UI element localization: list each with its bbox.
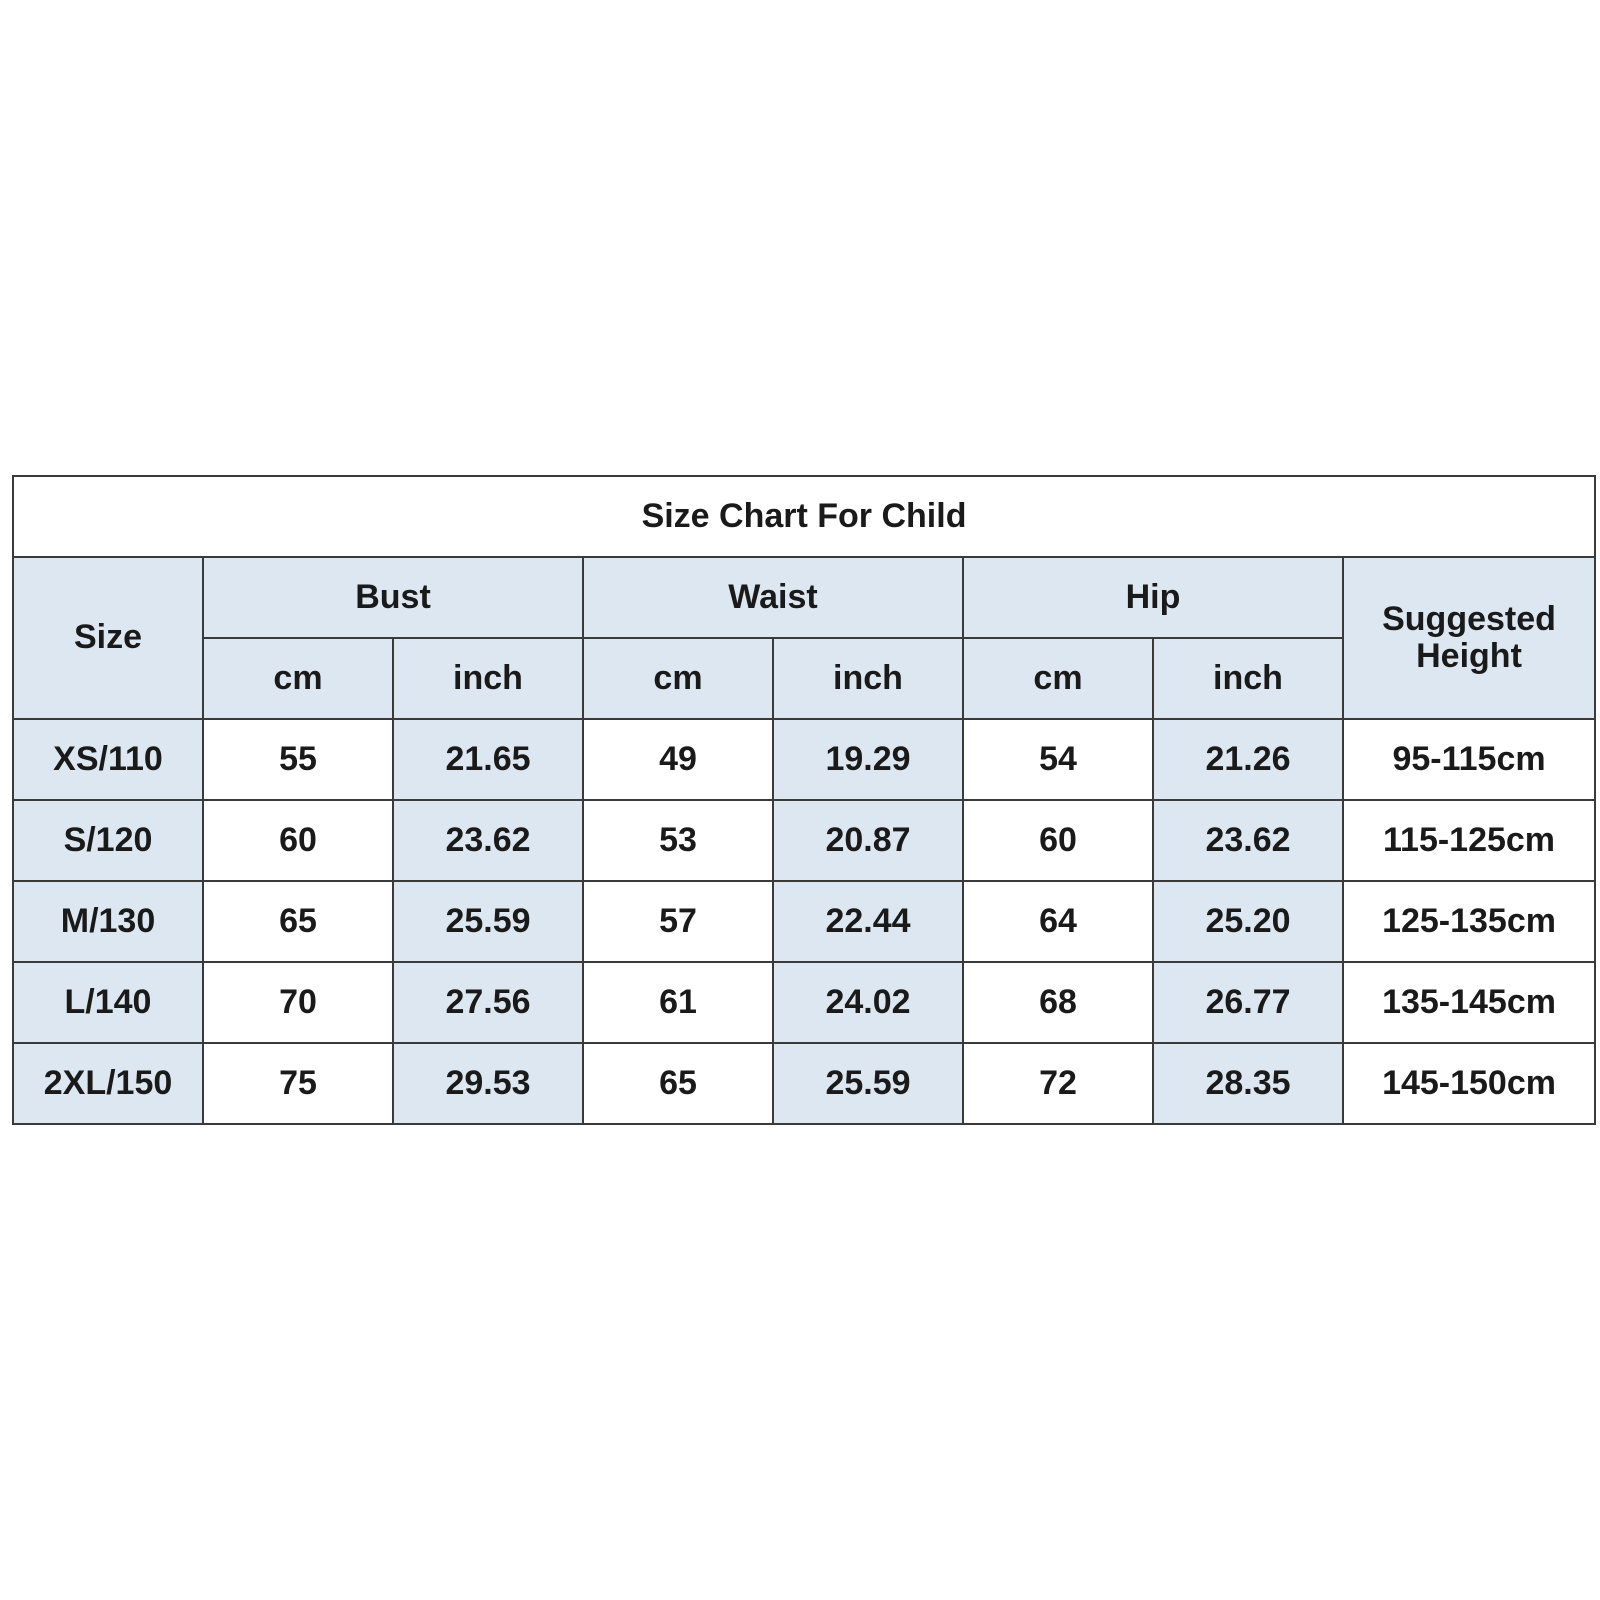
size-cell: XS/110 [13,719,203,800]
height-cell: 115-125cm [1343,800,1595,881]
table-row [13,881,1595,962]
waist-cm-cell: 53 [583,800,773,881]
hip-cm-cell: 54 [963,719,1153,800]
waist-inch-cell: 25.59 [773,1043,963,1124]
bust-cm-cell: 70 [203,962,393,1043]
bust-cm-cell: 60 [203,800,393,881]
hip-inch-cell: 26.77 [1153,962,1343,1043]
table-row [13,1043,1595,1124]
hip-inch-cell: 23.62 [1153,800,1343,881]
hip-cm-cell: 64 [963,881,1153,962]
waist-cm-cell: 65 [583,1043,773,1124]
header-bust-cm: cm [203,638,393,719]
size-cell: L/140 [13,962,203,1043]
table-row [13,719,1595,800]
bust-cm-cell: 65 [203,881,393,962]
height-cell: 145-150cm [1343,1043,1595,1124]
header-size: Size [13,557,203,719]
height-cell: 125-135cm [1343,881,1595,962]
size-cell: 2XL/150 [13,1043,203,1124]
waist-inch-cell: 24.02 [773,962,963,1043]
bust-inch-cell: 25.59 [393,881,583,962]
table-row [13,800,1595,881]
bust-inch-cell: 29.53 [393,1043,583,1124]
size-cell: M/130 [13,881,203,962]
bust-inch-cell: 27.56 [393,962,583,1043]
header-hip-inch: inch [1153,638,1343,719]
height-cell: 95-115cm [1343,719,1595,800]
header-waist: Waist [583,557,963,638]
header-hip-cm: cm [963,638,1153,719]
bust-inch-cell: 21.65 [393,719,583,800]
hip-inch-cell: 28.35 [1153,1043,1343,1124]
hip-cm-cell: 60 [963,800,1153,881]
waist-cm-cell: 61 [583,962,773,1043]
hip-cm-cell: 68 [963,962,1153,1043]
waist-inch-cell: 20.87 [773,800,963,881]
header-bust-inch: inch [393,638,583,719]
bust-cm-cell: 75 [203,1043,393,1124]
chart-title: Size Chart For Child [13,476,1595,557]
bust-cm-cell: 55 [203,719,393,800]
waist-inch-cell: 19.29 [773,719,963,800]
size-cell: S/120 [13,800,203,881]
hip-cm-cell: 72 [963,1043,1153,1124]
hip-inch-cell: 25.20 [1153,881,1343,962]
waist-cm-cell: 49 [583,719,773,800]
size-chart [12,475,1594,1125]
header-bust: Bust [203,557,583,638]
height-cell: 135-145cm [1343,962,1595,1043]
header-waist-cm: cm [583,638,773,719]
hip-inch-cell: 21.26 [1153,719,1343,800]
header-suggested-height: Suggested Height [1343,557,1595,719]
waist-cm-cell: 57 [583,881,773,962]
waist-inch-cell: 22.44 [773,881,963,962]
bust-inch-cell: 23.62 [393,800,583,881]
table-row [13,962,1595,1043]
header-hip: Hip [963,557,1343,638]
size-table [12,475,1596,1125]
header-waist-inch: inch [773,638,963,719]
